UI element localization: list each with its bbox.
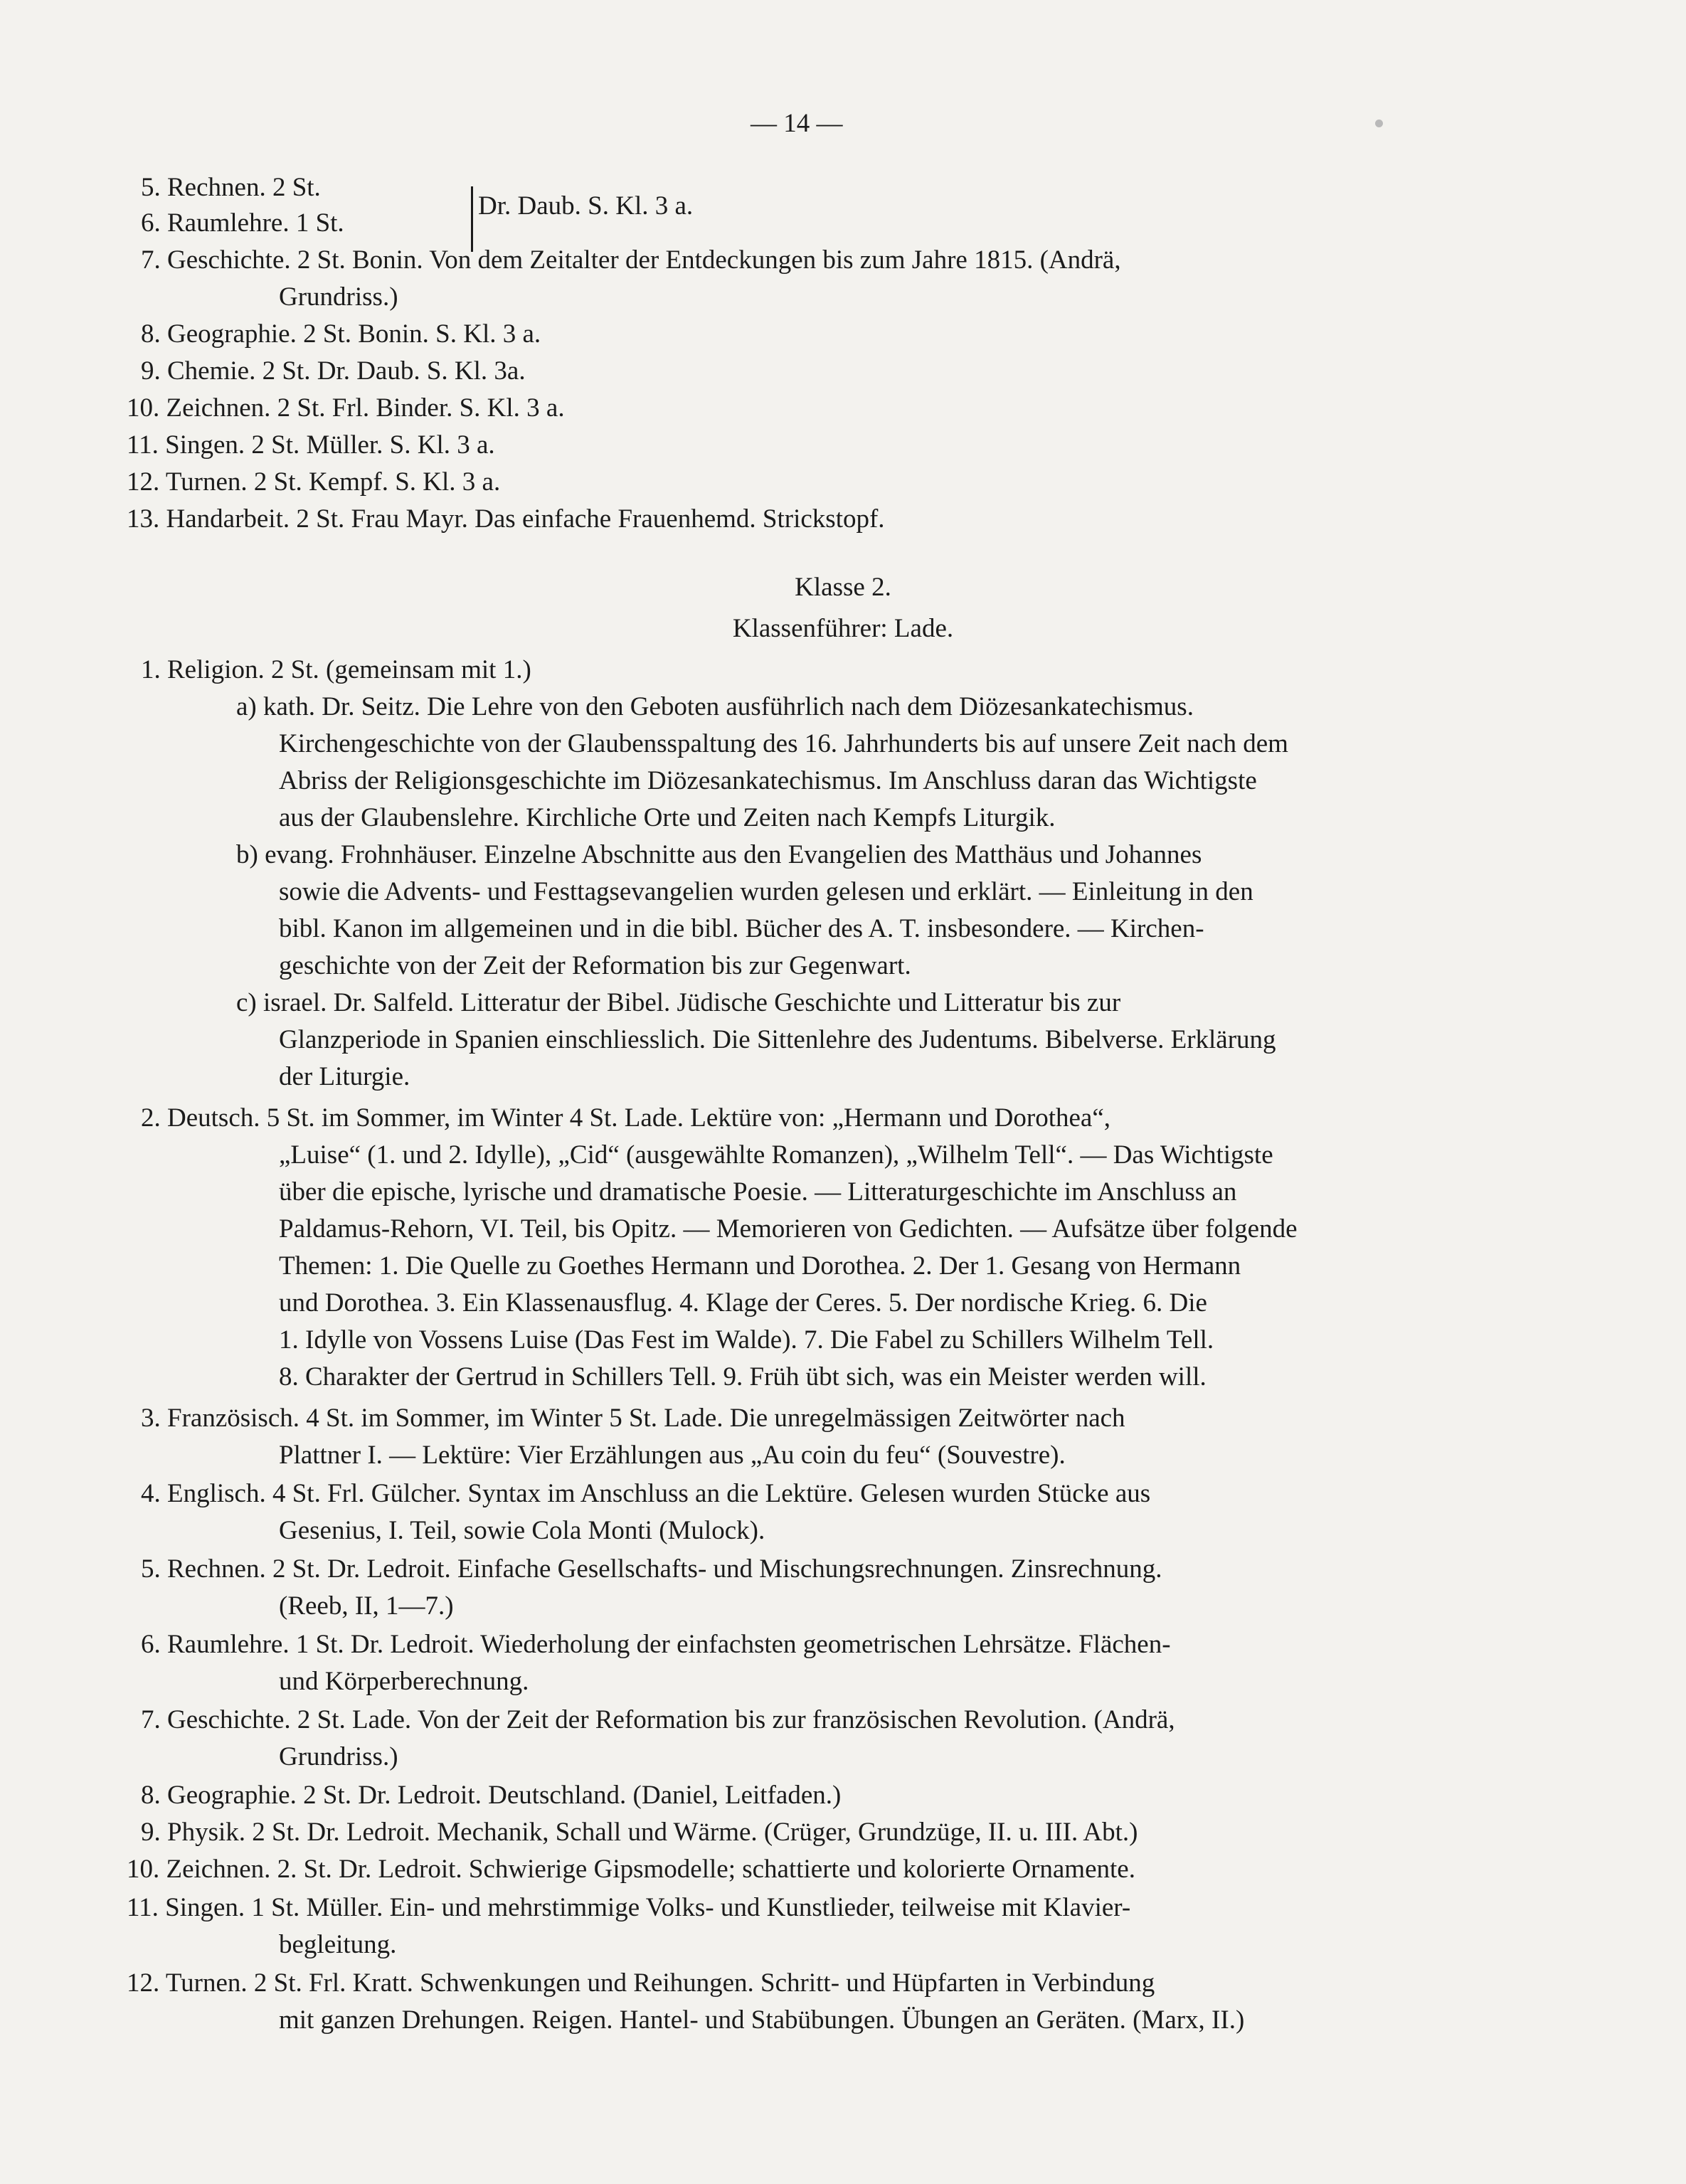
line-religion-israel-2: Glanzperiode in Spanien einschliesslich. Die Sittenlehre des Judentums. Bibelverse. Erklärung <box>279 1025 1276 1054</box>
line-rechnen-2: 5. Rechnen. 2 St. Dr. Ledroit. Einfache Gesellschafts- und Mischungsrechnungen. Zinsrechnung. <box>141 1554 1162 1584</box>
line-zeichnen: 10. Zeichnen. 2 St. Frl. Binder. S. Kl. 3 a. <box>127 393 565 423</box>
line-raumlehre-2-cont: und Körperberechnung. <box>279 1667 529 1696</box>
line-geschichte-cont: Grundriss.) <box>279 282 398 312</box>
line-geschichte-2: 7. Geschichte. 2 St. Lade. Von der Zeit der Reformation bis zur französischen Revolution. (Andrä, <box>141 1705 1175 1734</box>
line-deutsch-7: 1. Idylle von Vossens Luise (Das Fest im Walde). 7. Die Fabel zu Schillers Wilhelm Tell. <box>279 1325 1214 1355</box>
line-turnen-2-cont: mit ganzen Drehungen. Reigen. Hantel- und Stabübungen. Übungen an Geräten. (Marx, II.) <box>279 2005 1245 2035</box>
line-religion-kath-2: Kirchengeschichte von der Glaubensspaltung des 16. Jahrhunderts bis auf unsere Zeit nach dem <box>279 729 1288 758</box>
line-raumlehre: 6. Raumlehre. 1 St. <box>141 208 344 238</box>
line-chemie: 9. Chemie. 2 St. Dr. Daub. S. Kl. 3a. <box>141 356 526 386</box>
line-raumlehre-2: 6. Raumlehre. 1 St. Dr. Ledroit. Wiederholung der einfachsten geometrischen Lehrsätze. Flächen- <box>141 1630 1171 1659</box>
line-deutsch-8: 8. Charakter der Gertrud in Schillers Tell. 9. Früh übt sich, was ein Meister werden will. <box>279 1362 1207 1391</box>
heading-klasse: Klasse 2. <box>795 573 891 602</box>
line-religion-kath: a) kath. Dr. Seitz. Die Lehre von den Geboten ausführlich nach dem Diözesankatechismus. <box>236 692 1194 721</box>
line-geschichte-2-cont: Grundriss.) <box>279 1742 398 1771</box>
line-deutsch-3: über die epische, lyrische und dramatische Poesie. — Litteraturgeschichte im Anschluss an <box>279 1177 1237 1207</box>
line-geographie-2: 8. Geographie. 2 St. Dr. Ledroit. Deutschland. (Daniel, Leitfaden.) <box>141 1781 842 1810</box>
line-franzoesisch-2: Plattner I. — Lektüre: Vier Erzählungen aus „Au coin du feu“ (Souvestre). <box>279 1441 1066 1470</box>
ink-dot <box>1375 120 1383 127</box>
line-singen-2-cont: begleitung. <box>279 1930 397 1959</box>
line-religion-evang-2: sowie die Advents- und Festtagsevangelien wurden gelesen und erklärt. — Einleitung in den <box>279 877 1253 906</box>
line-englisch-2: Gesenius, I. Teil, sowie Cola Monti (Mulock). <box>279 1516 765 1545</box>
line-englisch: 4. Englisch. 4 St. Frl. Gülcher. Syntax im Anschluss an die Lektüre. Gelesen wurden Stücke aus <box>141 1479 1151 1508</box>
line-deutsch-6: und Dorothea. 3. Ein Klassenausflug. 4. Klage der Ceres. 5. Der nordische Krieg. 6. Die <box>279 1288 1207 1318</box>
line-handarbeit: 13. Handarbeit. 2 St. Frau Mayr. Das einfache Frauenhemd. Strickstopf. <box>127 504 885 534</box>
line-physik: 9. Physik. 2 St. Dr. Ledroit. Mechanik, Schall und Wärme. (Crüger, Grundzüge, II. u. III. Abt.) <box>141 1818 1138 1847</box>
line-singen-2: 11. Singen. 1 St. Müller. Ein- und mehrstimmige Volks- und Kunstlieder, teilweise mit Klavier- <box>127 1893 1131 1922</box>
line-religion-evang: b) evang. Frohnhäuser. Einzelne Abschnitte aus den Evangelien des Matthäus und Johannes <box>236 840 1202 869</box>
line-religion-israel: c) israel. Dr. Salfeld. Litteratur der Bibel. Jüdische Geschichte und Litteratur bis zur <box>236 988 1121 1017</box>
line-deutsch-2: „Luise“ (1. und 2. Idylle), „Cid“ (ausgewählte Romanzen), „Wilhelm Tell“. — Das Wichtigste <box>279 1140 1273 1170</box>
line-religion-evang-4: geschichte von der Zeit der Reformation bis zur Gegenwart. <box>279 951 911 980</box>
line-singen: 11. Singen. 2 St. Müller. S. Kl. 3 a. <box>127 430 495 460</box>
line-religion-evang-3: bibl. Kanon im allgemeinen und in die bibl. Bücher des A. T. insbesondere. — Kirchen- <box>279 914 1204 943</box>
line-daub-shared: Dr. Daub. S. Kl. 3 a. <box>478 191 694 221</box>
line-deutsch-5: Themen: 1. Die Quelle zu Goethes Hermann und Dorothea. 2. Der 1. Gesang von Hermann <box>279 1251 1241 1281</box>
line-franzoesisch: 3. Französisch. 4 St. im Sommer, im Winter 5 St. Lade. Die unregelmässigen Zeitwörter nach <box>141 1404 1125 1433</box>
line-deutsch: 2. Deutsch. 5 St. im Sommer, im Winter 4 St. Lade. Lektüre von: „Hermann und Dorothea“, <box>141 1103 1111 1133</box>
line-turnen-2: 12. Turnen. 2 St. Frl. Kratt. Schwenkungen und Reihungen. Schritt- und Hüpfarten in Verbindung <box>127 1968 1155 1998</box>
line-turnen: 12. Turnen. 2 St. Kempf. S. Kl. 3 a. <box>127 467 501 497</box>
heading-klassenfuehrer: Klassenführer: Lade. <box>732 614 954 643</box>
line-religion-kath-4: aus der Glaubenslehre. Kirchliche Orte und Zeiten nach Kempfs Liturgik. <box>279 803 1056 832</box>
line-geschichte: 7. Geschichte. 2 St. Bonin. Von dem Zeitalter der Entdeckungen bis zum Jahre 1815. (Andrä, <box>141 245 1121 275</box>
line-religion-israel-3: der Liturgie. <box>279 1062 410 1091</box>
line-deutsch-4: Paldamus-Rehorn, VI. Teil, bis Opitz. — Memorieren von Gedichten. — Aufsätze über folgende <box>279 1214 1298 1244</box>
line-religion-kath-3: Abriss der Religionsgeschichte im Diözesankatechismus. Im Anschluss daran das Wichtigste <box>279 766 1257 795</box>
line-rechnen-2-cont: (Reeb, II, 1—7.) <box>279 1591 454 1621</box>
line-religion: 1. Religion. 2 St. (gemeinsam mit 1.) <box>141 655 531 684</box>
page-number: — 14 — <box>751 109 843 138</box>
line-zeichnen-2: 10. Zeichnen. 2. St. Dr. Ledroit. Schwierige Gipsmodelle; schattierte und kolorierte Ornamente. <box>127 1855 1135 1884</box>
line-rechnen: 5. Rechnen. 2 St. <box>141 173 321 202</box>
line-geographie: 8. Geographie. 2 St. Bonin. S. Kl. 3 a. <box>141 319 541 349</box>
